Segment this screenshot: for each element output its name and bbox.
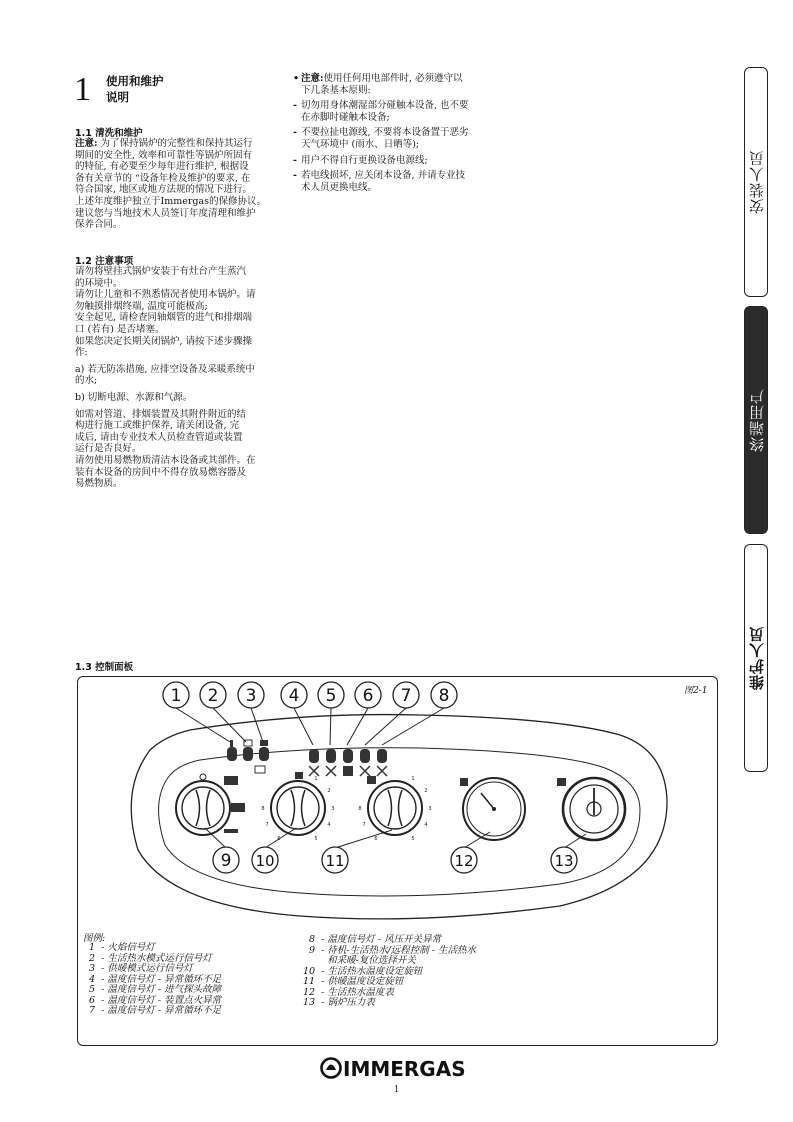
figure-label: 图2-1 xyxy=(684,686,708,696)
callout-11: 11 xyxy=(325,852,345,870)
section-1-2-line: 如果您决定长期关闭锅炉, 请按下述步骤操 xyxy=(75,335,253,347)
section-1-2-line: 作: xyxy=(75,347,88,359)
knob11-scale-7: 7 xyxy=(362,822,366,828)
legend-right xyxy=(303,935,476,1009)
section-1-2-line: 口 (若有) 是否堵塞。 xyxy=(75,323,165,335)
section-heading-1-3: 1.3 控制面板 xyxy=(75,662,134,673)
selector-switch-9 xyxy=(176,774,245,835)
bullet-dot: • xyxy=(293,73,300,84)
callout-3: 3 xyxy=(245,686,257,706)
notice-bullet-text: 切勿用身体潮湿部分碰触本设备, 也不要 xyxy=(301,100,469,112)
section-heading-1-2: 1.2 注意事项 xyxy=(75,256,134,267)
signal-light-2 xyxy=(243,740,253,761)
knob10-scale-2: 2 xyxy=(327,788,331,794)
line-text: 上述年度维护独立于Immergas的保修协议。 xyxy=(75,195,267,207)
boiler-pressure-gauge-13 xyxy=(557,778,625,840)
legend-left xyxy=(83,943,221,1017)
signal-light-4 xyxy=(309,749,319,776)
dhw-icon-small xyxy=(255,766,265,773)
legend-item: 10 - 生活热水温度设定旋钮 xyxy=(303,965,423,977)
notice-bullet-text: 若电线损坏, 应关闭本设备, 并请专业技 xyxy=(301,170,466,182)
callout-1: 1 xyxy=(170,686,182,706)
chapter-title-line2: 说明 xyxy=(106,90,129,104)
callout-7: 7 xyxy=(400,686,412,706)
callout-6: 6 xyxy=(362,686,374,706)
callout-9: 9 xyxy=(220,851,232,871)
tab-installer-label: 安装人员 xyxy=(747,150,766,214)
section-1-2-line: 的水; xyxy=(75,375,98,387)
heating-temperature-knob-11 xyxy=(367,776,422,835)
signal-light-8 xyxy=(377,749,387,776)
legend-item: 6 - 温度信号灯 - 装置点火异常 xyxy=(83,994,222,1006)
notice-label: 注意: xyxy=(301,73,324,84)
dhw-thermometer-gauge-12 xyxy=(460,778,525,840)
legend-item: 12 - 生活热水温度表 xyxy=(303,986,394,998)
line-text: 备有关章节的 “设备年检及维护的要求, 在 xyxy=(75,172,251,184)
bullet-dash: - xyxy=(293,154,297,166)
legend-title: 图例: xyxy=(83,933,106,944)
notice-text: 使用任何用电部件时, 必须遵守以 xyxy=(323,73,463,84)
bullet-dash: - xyxy=(293,127,297,139)
legend-item: 5 - 温度信号灯 - 进气探头故障 xyxy=(83,984,222,995)
section-1-2-line: 构进行施工或维护保养, 请关闭设备, 完 xyxy=(75,420,240,432)
tab-end-user-label: 终端用户 xyxy=(747,388,766,452)
section-1-2-line: 装有本设备的房间中不得存放易燃容器及 xyxy=(75,466,247,478)
line-text: 期间的安全性, 效率和可靠性等锅炉所固有 xyxy=(75,149,253,161)
callout-8: 8 xyxy=(438,686,450,706)
section-1-2-line: 请勿使用易燃物质清洁本设备或其部件。在 xyxy=(75,454,256,466)
line-text: 的特征, 有必要至少每年进行维护, 根据设 xyxy=(75,161,249,173)
section-1-2-line: 请勿将壁挂式锅炉安装于有灶台产生蒸汽 xyxy=(75,266,247,277)
chapter-number: 1 xyxy=(74,71,91,108)
section-1-2-line: 运行是否良好。 xyxy=(75,443,142,455)
tab-maintenance-label: 维护人员 xyxy=(747,626,766,690)
line-text: 保养合同。 xyxy=(75,219,123,231)
line-text: 建议您与当地技术人员签订年度清理和维护 xyxy=(75,207,256,219)
knob11-scale-2: 2 xyxy=(424,788,428,794)
signal-light-3 xyxy=(259,740,269,761)
knob11-scale-8: 8 xyxy=(358,806,362,812)
knob10-scale-4: 4 xyxy=(327,822,331,828)
notice-bullet-text: 术人员更换电线。 xyxy=(301,181,378,193)
knob10-scale-5: 5 xyxy=(314,836,318,842)
section-1-2-line: 勿触摸排烟终端, 温度可能极高; xyxy=(75,300,208,312)
section-1-2-line: 的环境中。 xyxy=(75,277,123,289)
knob11-scale-6: 6 xyxy=(374,836,378,842)
callout-2: 2 xyxy=(207,686,219,706)
signal-light-7 xyxy=(360,749,370,776)
bullet-dash: - xyxy=(293,170,297,182)
callout-10: 10 xyxy=(255,852,275,870)
section-1-2-line: 成后, 请由专业技术人员检查管道或装置 xyxy=(75,431,243,443)
section-1-2-line: 安全起见, 请检查同轴烟管的进气和排烟端 xyxy=(75,312,253,324)
section-1-2-line: 易燃物质。 xyxy=(75,478,123,490)
section-1-2-line: 如需对管道、排烟装置及其附件附近的结 xyxy=(75,408,247,420)
knob11-scale-4: 4 xyxy=(424,822,428,828)
notice-bullet-text: 不要拉扯电源线, 不要将本设备置于恶劣 xyxy=(301,127,469,139)
signal-light-6 xyxy=(343,749,353,776)
legend-item: 2 - 生活热水模式运行信号灯 xyxy=(83,952,212,964)
knob10-scale-8: 8 xyxy=(261,806,265,812)
callout-4: 4 xyxy=(288,686,300,706)
signal-light-1 xyxy=(227,740,237,761)
knob10-scale-1: 1 xyxy=(314,776,318,782)
line-text: 为了保持锅炉的完整性和保持其运行 xyxy=(97,138,253,149)
page-number: 1 xyxy=(394,1084,399,1095)
notice-bullet-text: 在赤脚时碰触本设备; xyxy=(301,111,390,123)
knob11-scale-5: 5 xyxy=(411,836,415,842)
legend-item: 8 - 温度信号灯 - 风压开关异常 xyxy=(303,934,442,945)
legend-item: 9 - 待机-生活热水/远程控制 - 生活热水 xyxy=(303,944,477,956)
chapter-title-line1: 使用和维护 xyxy=(106,74,164,88)
section-1-2-line: 请勿让儿童和不熟悉情况者使用本锅炉。请 xyxy=(75,289,256,301)
knob10-scale-3: 3 xyxy=(331,806,335,812)
legend-item: 11 - 供暖温度设定旋钮 xyxy=(303,976,404,987)
section-1-2-line: a) 若无防冻措施, 应排空设备及采暖系统中 xyxy=(75,363,255,375)
legend-item: 7 - 温度信号灯 - 异常循环不足 xyxy=(83,1005,222,1016)
line-text: 符合国家, 地区或地方法规的情况下进行。 xyxy=(75,184,253,196)
legend-item: 和采暖-复位选择开关 xyxy=(303,955,416,966)
notice-bullet-text: 天气环境中 (雨水、日晒等); xyxy=(301,138,420,150)
bullet-dash: - xyxy=(293,100,297,112)
callout-5: 5 xyxy=(325,686,337,706)
callout-13: 13 xyxy=(554,852,574,870)
immergas-logo xyxy=(320,1055,474,1081)
knob11-scale-3: 3 xyxy=(428,806,432,812)
signal-light-5 xyxy=(326,749,336,776)
legend-item: 13 - 锅炉压力表 xyxy=(303,997,375,1008)
callout-12: 12 xyxy=(454,852,474,870)
legend-item: 4 - 温度信号灯 - 异常循环不足 xyxy=(83,973,222,985)
notice-text: 下几条基本原则: xyxy=(301,84,371,96)
legend-item: 1 - 火焰信号灯 xyxy=(83,942,155,953)
knob10-scale-6: 6 xyxy=(277,836,281,842)
knob11-scale-1: 1 xyxy=(411,776,415,782)
legend-item: 3 - 供暖模式运行信号灯 xyxy=(83,963,193,974)
knob10-scale-7: 7 xyxy=(265,822,269,828)
note-label: 注意: xyxy=(75,138,98,149)
panel-inner-outline xyxy=(159,748,640,896)
brand-logotype: IMMERGAS xyxy=(343,1057,466,1081)
section-1-2-line: b) 切断电源、水源和气源。 xyxy=(75,391,193,403)
section-heading-1-1: 1.1 清洗和维护 xyxy=(75,128,143,139)
notice-bullet-text: 用户不得自行更换设备电源线; xyxy=(301,154,428,166)
